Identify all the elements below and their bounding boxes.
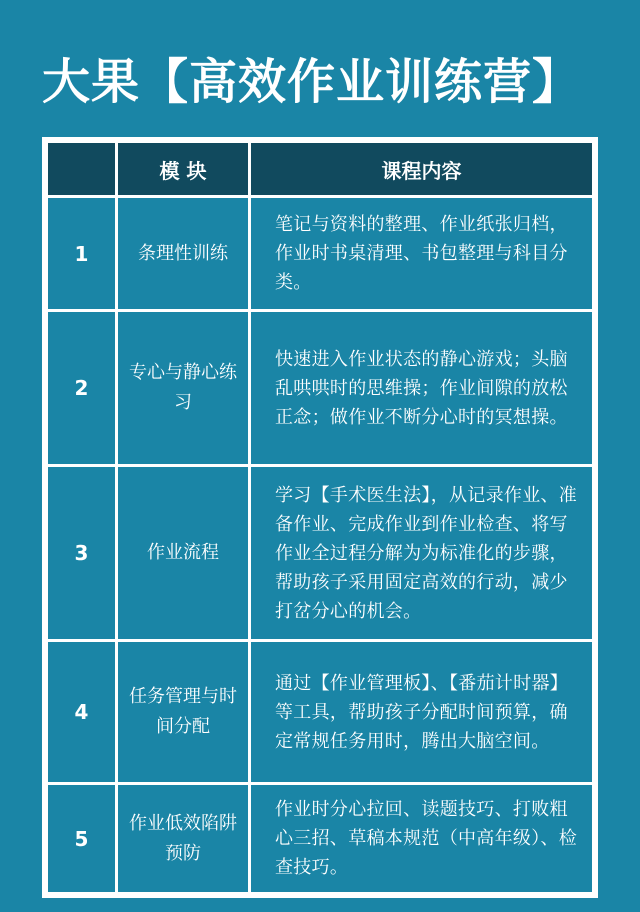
row-content: 作业时分心拉回、读题技巧、打败粗心三招、草稿本规范（中高年级）、检查技巧。 (250, 784, 594, 894)
row-module: 专心与静心练习 (117, 311, 250, 466)
row-module: 条理性训练 (117, 197, 250, 311)
table-header-row (47, 142, 594, 197)
row-content: 通过【作业管理板】、【番茄计时器】等工具，帮助孩子分配时间预算，确定常规任务用时，腾出大脑空间。 (250, 641, 594, 784)
table-row (47, 311, 594, 466)
row-content: 学习【手术医生法】，从记录作业、准备作业、完成作业到作业检查、将写作业全过程分解为为标准化的步骤，帮助孩子采用固定高效的行动，减少打岔分心的机会。 (250, 466, 594, 641)
row-number: 4 (47, 641, 117, 784)
row-number: 3 (47, 466, 117, 641)
row-module: 作业流程 (117, 466, 250, 641)
row-module: 作业低效陷阱预防 (117, 784, 250, 894)
row-content: 笔记与资料的整理、作业纸张归档，作业时书桌清理、书包整理与科目分类。 (250, 197, 594, 311)
header-index (47, 142, 117, 197)
table-row (47, 466, 594, 641)
row-module: 任务管理与时间分配 (117, 641, 250, 784)
table-row (47, 784, 594, 894)
row-number: 2 (47, 311, 117, 466)
table-row (47, 641, 594, 784)
table-row (47, 197, 594, 311)
page-title: 大果【高效作业训练营】 (42, 54, 582, 110)
header-module: 模 块 (117, 142, 250, 197)
header-content: 课程内容 (250, 142, 594, 197)
course-table-grid (45, 140, 595, 895)
course-table (42, 137, 598, 898)
row-content: 快速进入作业状态的静心游戏；头脑乱哄哄时的思维操；作业间隙的放松正念；做作业不断分心时的冥想操。 (250, 311, 594, 466)
row-number: 1 (47, 197, 117, 311)
row-number: 5 (47, 784, 117, 894)
